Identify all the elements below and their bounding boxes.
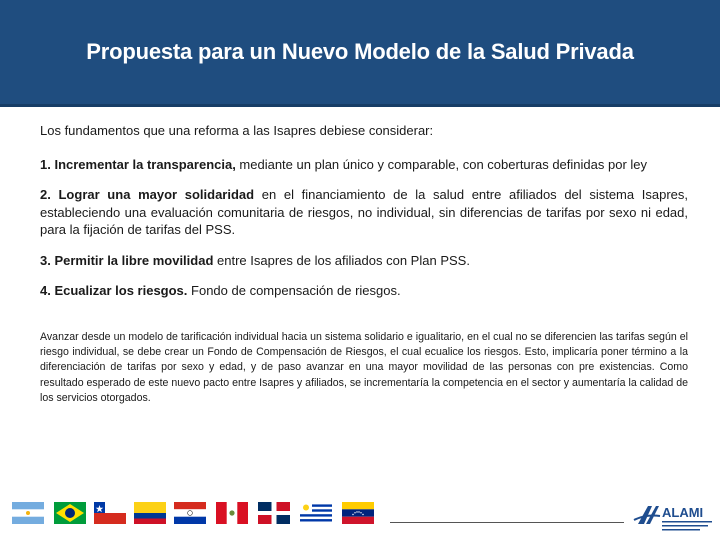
point-4-text: Fondo de compensación de riesgos. [187,283,401,298]
closing-paragraph: Avanzar desde un modelo de tarificación individual hacia un sistema solidario e igualitario, en el cual no se diferencien las tarifas según el riesgo individual, se debe crear un Fondo de Compensación de Riesgos, el cual ecualice los riesgos. Esto, implicaría poner término a la diferenciación de tarifas por sexo y edad, y de paso avanzar en una mayor movilidad de las personas con pre existencias. Como resultado esperado de este nuevo pacto entre Isapres y afiliados, se incrementaría la competencia en el sector y aumentaría la calidad de los servicios otorgados. [40,330,688,405]
point-1 [40,156,688,174]
slide-body [40,122,688,407]
intro-text: Los fundamentos que una reforma a las Isapres debiese considerar: [40,123,434,138]
footer-bar [0,494,720,540]
venezuela-flag [342,502,374,524]
page-title: Propuesta para un Nuevo Modelo de la Salud Privada [86,39,634,64]
footer-divider [390,522,624,523]
point-3-heading: 3. Permitir la libre movilidad [40,252,214,268]
paraguay-flag [174,502,206,524]
point-3-text: entre Isapres de los afiliados con Plan PSS. [213,252,470,268]
svg-text:ALAMI: ALAMI [662,505,704,520]
brazil-flag [54,502,86,524]
point-4-heading: 4. Ecualizar los riesgos. [40,283,188,298]
title-banner [0,0,720,107]
alami-logo [632,500,714,534]
argentina-flag [12,502,44,524]
peru-flag [216,502,248,524]
chile-flag [94,502,126,524]
colombia-flag [134,502,166,524]
uruguay-flag [300,502,332,524]
point-1-text: mediante un plan único y comparable, con coberturas definidas por ley [235,156,648,172]
point-3 [40,252,688,270]
point-4 [40,282,688,300]
point-2 [40,186,688,239]
point-2-text: en el financiamiento de la salud entre afiliados del sistema Isapres, estableciendo una evaluación comunitaria de riesgos, no individual, sin diferencias de tarifas por sexo ni edad, para la fijación de tarifas del PSS. [40,187,688,237]
point-2-heading: 2. Lograr una mayor solidaridad [40,187,255,202]
point-1-heading: 1. Incrementar la transparencia, [40,156,236,172]
dominican-republic-flag [258,502,290,524]
